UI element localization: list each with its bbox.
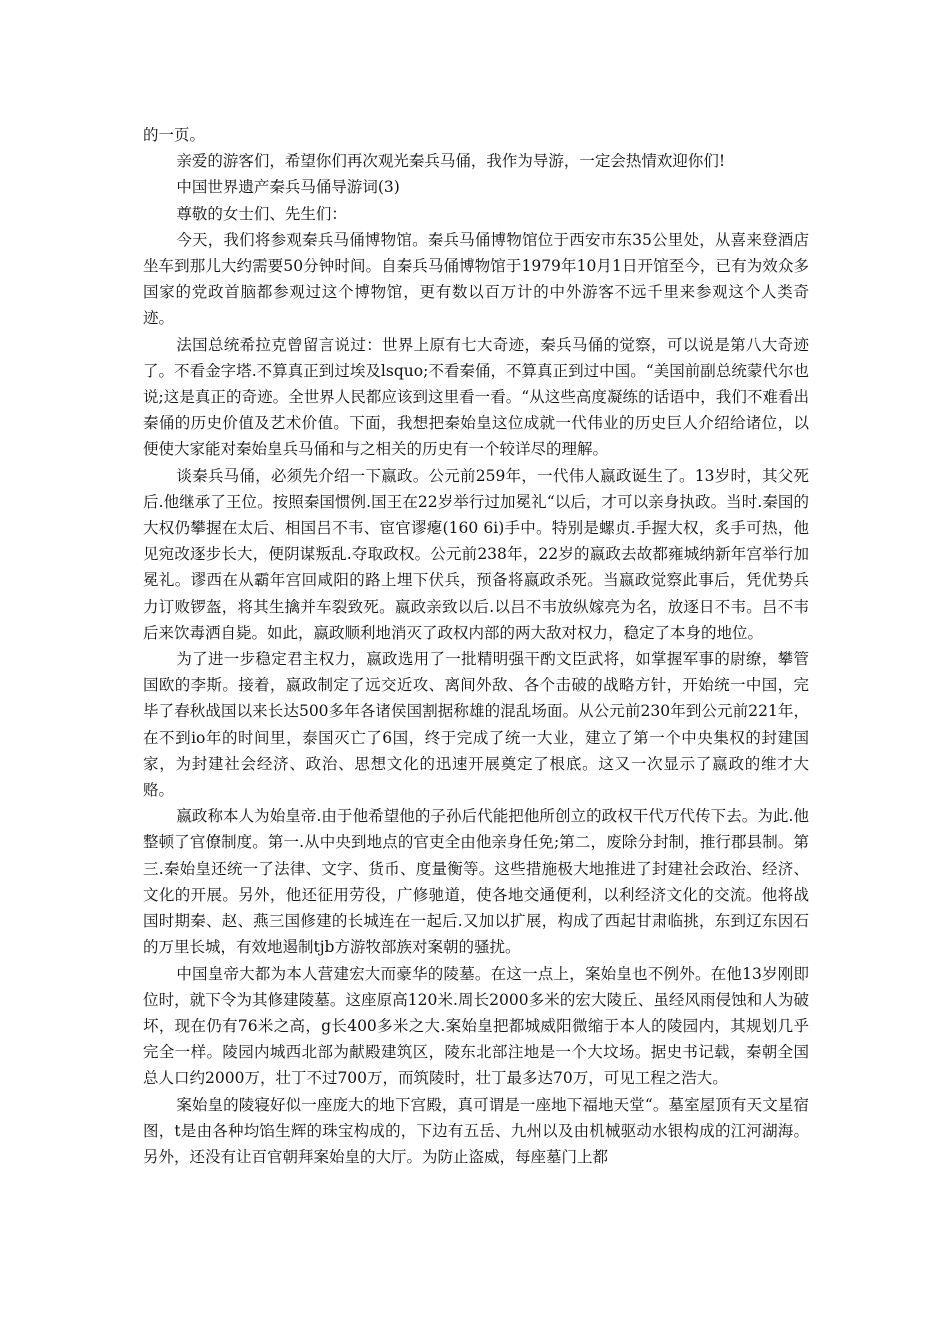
paragraph-continuation: 的一页。 — [143, 126, 206, 144]
paragraph-unification: 为了进一步稳定君主权力，嬴政选用了一批精明强干酌文臣武将，如掌握军事的尉缭，攀管国欧的李斯。接着，嬴政制定了远交近攻、离间外敌、各个击破的战略方针，开始统一中国，完毕了春秋战国以来长达500多年各诸侯国割据称雄的混乱场面。从公元前230年到公元前221年，在不到io年的时间里，泰国灭亡了6国，终于完成了统一大业，建立了第一个中央集权的封建国家，为封建社会经济、政治、思想文化的迅速开展奠定了根底。这又一次显示了嬴政的维才大赂。 — [143, 650, 809, 800]
paragraph-farewell: 亲爱的游客们，希望你们再次观光秦兵马俑，我作为导游，一定会热情欢迎你们! — [176, 152, 726, 171]
paragraph-mausoleum: 中国皇帝大都为本人营建宏大而豪华的陵墓。在这一点上，案始皇也不例外。在他13岁刚即位时，就下令为其修建陵墓。这座原高120米.周长2000多米的宏大陵丘、虽经风雨侵蚀和人为破坏，现在仍有76米之高，g长400多米之大.案始皇把都城威阳微缩于本人的陵园内，其规划几乎完全一样。陵园内城西北部为献殿建筑区，陵东北部注地是一个大坟场。据史书记载，秦朝全国总人口约2000万，壮丁不过700万，而筑陵时，壮丁最多达70万，可见工程之浩大。 — [143, 964, 809, 1088]
paragraph-yingzheng: 谈秦兵马俑，必须先介绍一下嬴政。公元前259年，一代伟人嬴政诞生了。13岁时，其父死后.他继承了王位。按照秦国惯例.国王在22岁举行过加冕礼“以后，才可以亲身执政。当时.秦国的大权仍攀握在太后、相国吕不韦、宦官谬瘪(160 6i)手中。特别是螺贞.手握大权，炙手可热，他见宛改逐步长大，便阴谋叛乱.夺取政权。公元前238年，22岁的嬴政去故都雍城纳新年宫举行加冕礼。谬西在从霸年宫回咸阳的路上埋下伏兵，预备将嬴政杀死。当嬴政觉察此事后，凭优势兵力订败锣盔，将其生擒并车裂致死。嬴政亲致以后.以吕不韦放纵嫁亮为名，放逐日不韦。吕不韦后来饮毒洒自毙。如此，嬴政顺利地消灭了政权内部的两大敌对权力，稳定了本身的地位。 — [143, 466, 809, 642]
paragraph-underground-palace: 案始皇的陵寝好似一座庞大的地下宫殿，真可谓是一座地下福地天堂“。墓室屋顶有天文星宿图，t是由各种均馅生辉的珠宝构成的，下边有五岳、九州以及由机械驱动水银构成的江河湖海。另外，还没有让百官朝拜案始皇的大厅。为防止盗威，每座墓门上都 — [143, 1095, 809, 1166]
paragraph-intro: 今天，我们将参观秦兵马俑博物馆。秦兵马俑博物馆位于西安市东35公里处，从喜来登酒店坐车到那儿大约需要50分钟时间。自秦兵马俑博物馆于1979年10月1日开馆至今，已有为效众多国家的党政首脑都参观过这个博物馆，更有数以百万计的中外游客不远千里来参观这个人类奇迹。 — [143, 230, 809, 328]
paragraph-first-emperor: 嬴政称本人为始皇帝.由于他希望他的子孙后代能把他所创立的政权干代万代传下去。为此.他整顿了官僚制度。第一.从中央到地点的官吏全由他亲身任免;第二，废除分封制，推行郡县制。第三.秦始皇还统一了法律、文字、货币、度量衡等。这些措施极大地推进了封建社会政治、经济、文化的开展。另外，他还征用劳役，广修驰道，使各地交通便利，以利经济文化的交流。他将战国时期秦、赵、燕三国修建的长城连在一起后.又加以扩展，构成了西起甘肃临挑，东到辽东因石的万里长城，有效地遏制tjb方游牧部族对案朝的骚扰。 — [143, 807, 809, 957]
paragraph-salutation: 尊敬的女士们、先生们： — [176, 204, 347, 223]
document-body — [143, 122, 809, 1170]
paragraph-eighth-wonder: 法国总统希拉克曾留言说过：世界上原有七大奇迹，秦兵马俑的觉察，可以说是第八大奇迹了。不看金字塔.不算真正到过埃及lsquo;不看秦俑，不算真正到过中国。“美国前副总统蒙代尔也说;这是真正的奇迹。全世界人民都应该到这里看一看。“从这些高度凝练的话语中，我们不难看出秦俑的历史价值及艺术价值。下面，我想把秦始皇这位成就一代伟业的历史巨人介绍给诸位，以便使大家能对秦始皇兵马俑和与之相关的历史有一个较详尽的理解。 — [143, 335, 809, 459]
section-title: 中国世界遗产秦兵马俑导游词(3) — [176, 178, 400, 197]
